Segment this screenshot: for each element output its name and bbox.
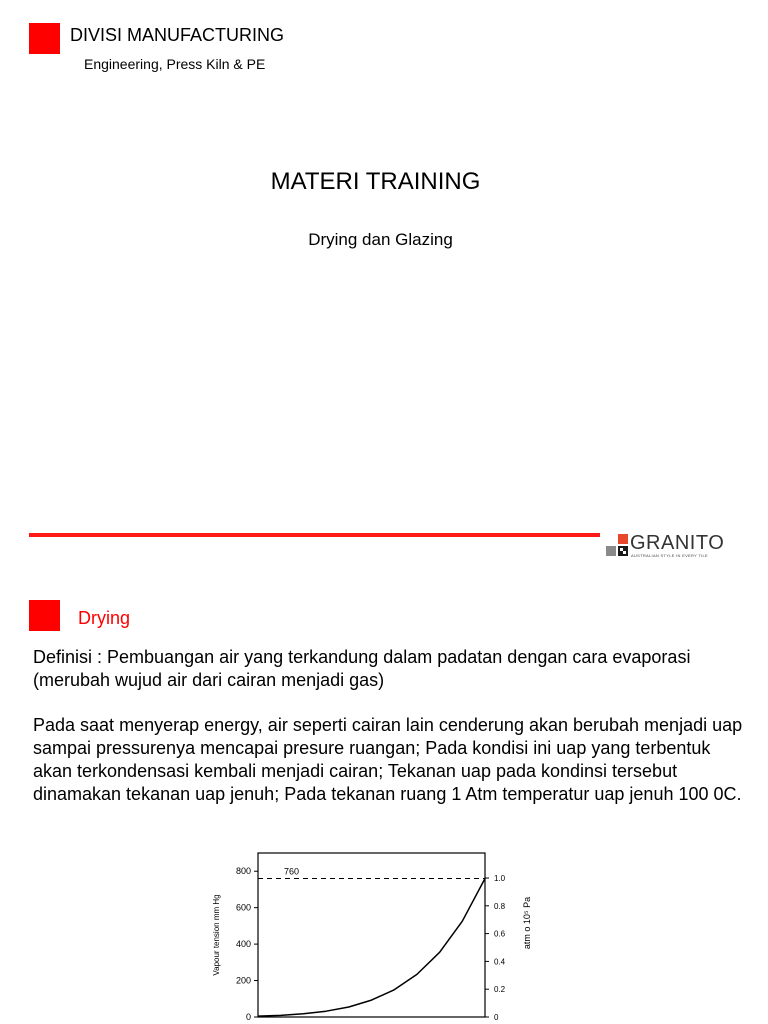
section-heading: Drying (78, 608, 131, 628)
y-tick-label: 600 (235, 902, 251, 913)
y-axis-label: Vapour tension mm Hg (212, 894, 221, 976)
y-right-tick-label: 0.6 (494, 929, 506, 939)
y-right-tick-label: 0.4 (494, 957, 506, 967)
y-right-tick-label: 0.2 (494, 985, 506, 995)
divider-rule (29, 533, 600, 537)
reference-line-label: 760 (284, 866, 300, 877)
y-axis-right-label: atm o 10⁵ Pa (522, 896, 532, 950)
definition-paragraph: Definisi : Pembuangan air yang terkandung dalam padatan dengan cara evaporasi (merubah wujud air dari cairan menjadi gas) (33, 647, 691, 690)
vapour-pressure-chart (205, 845, 545, 1024)
body-paragraph: Pada saat menyerap energy, air seperti cairan lain cenderung akan berubah menjadi uap sampai pressurenya mencapai presure ruangan; Pada kondisi ini uap yang terbentuk akan terkondensasi kembali menjadi cairan; Tekanan uap pada kondinsi tersebut dinamakan tekanan uap jenuh; Pada tekanan ruang 1 Atm temperatur uap jenuh 100 0C. (33, 715, 743, 804)
header-red-square (29, 23, 60, 54)
series-line-0 (258, 879, 485, 1017)
division-name: DIVISI MANUFACTURING (70, 25, 285, 45)
granito-logo-text: GRANITO (630, 532, 725, 554)
granito-logo-icon (604, 532, 628, 558)
department-name: Engineering, Press Kiln & PE (84, 56, 266, 72)
section-red-square (29, 600, 60, 631)
y-tick-label: 0 (245, 1012, 251, 1022)
plot-frame (258, 853, 485, 1017)
y-right-tick-label: 0 (494, 1013, 499, 1022)
granito-logo (604, 532, 744, 562)
y-tick-label: 200 (235, 975, 251, 986)
page-title: MATERI TRAINING (270, 168, 481, 195)
y-right-tick-label: 0.8 (494, 901, 506, 911)
y-tick-label: 400 (235, 939, 251, 950)
page-subtitle: Drying dan Glazing (308, 230, 453, 249)
y-tick-label: 800 (235, 866, 251, 877)
y-right-tick-label: 1.0 (494, 874, 506, 884)
granito-logo-tagline: AUSTRALIAN STYLE IN EVERY TILE (631, 553, 709, 558)
